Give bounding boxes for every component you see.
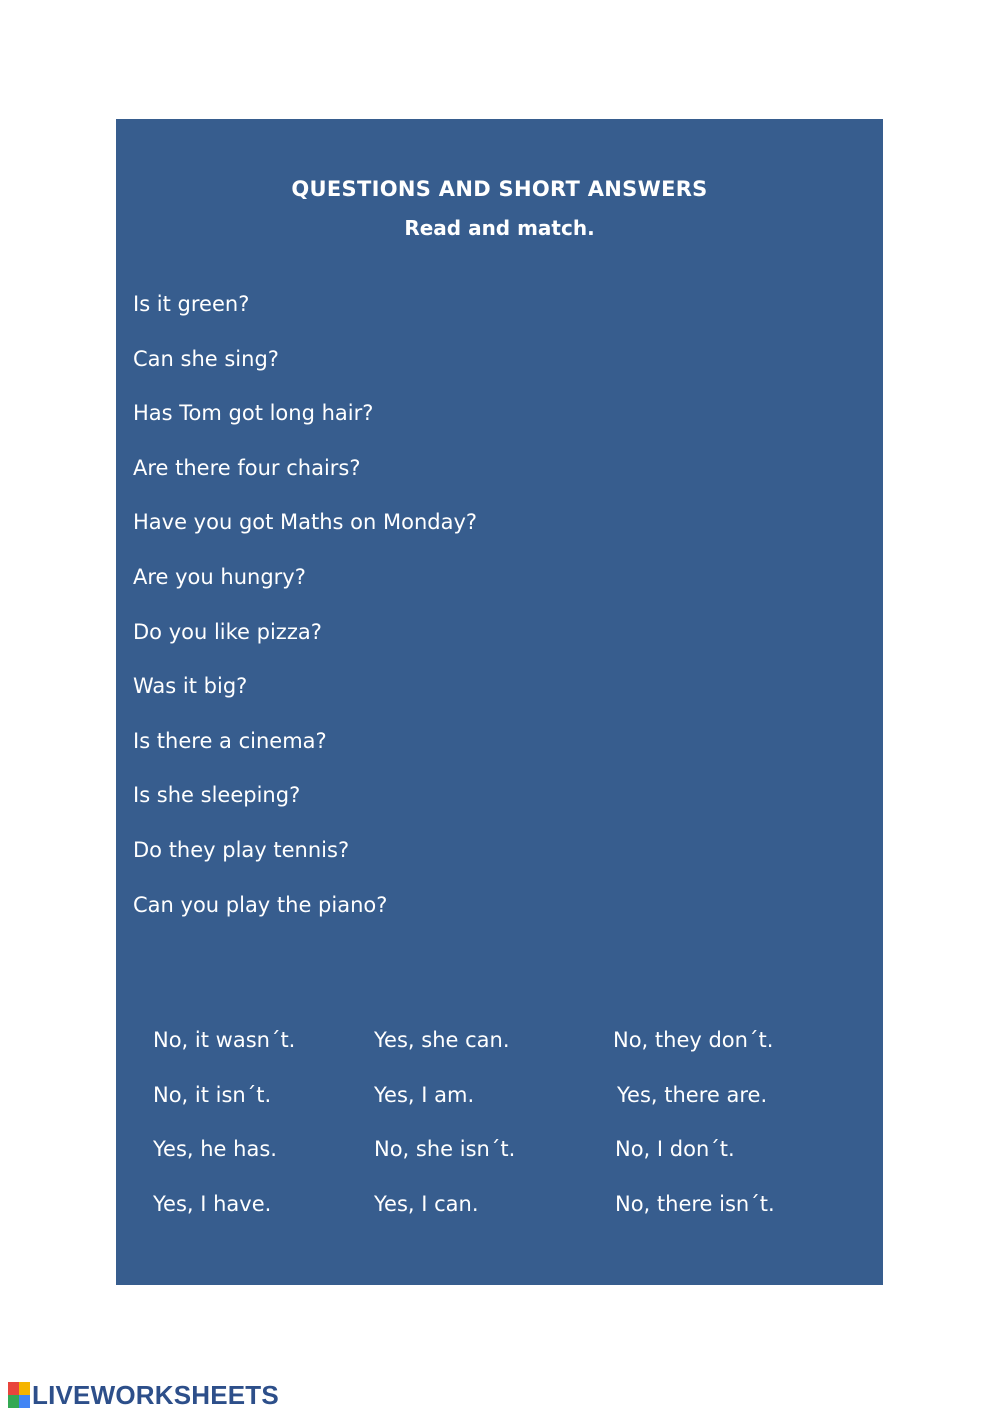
question-item[interactable]: Can you play the piano? (133, 892, 388, 917)
answer-row (116, 1080, 883, 1135)
answer-item[interactable]: No, they don´t. (613, 1028, 774, 1052)
worksheet-instruction: Read and match. (404, 216, 595, 240)
answer-row (116, 1025, 883, 1080)
answer-item[interactable]: No, it isn´t. (153, 1082, 272, 1107)
brand-name: LIVEWORKSHEETS (32, 1379, 279, 1410)
answer-row (116, 1189, 883, 1244)
answer-item[interactable]: No, I don´t. (615, 1137, 735, 1161)
question-item[interactable]: Are there four chairs? (133, 455, 361, 480)
answer-item[interactable]: Yes, I am. (374, 1082, 475, 1107)
answer-item[interactable]: Yes, there are. (617, 1082, 768, 1107)
answer-item[interactable]: Yes, I can. (374, 1191, 479, 1216)
liveworksheets-logo[interactable] (8, 1381, 279, 1409)
question-item[interactable]: Is it green? (133, 292, 250, 316)
question-item[interactable]: Has Tom got long hair? (133, 401, 374, 426)
answer-item[interactable]: No, there isn´t. (615, 1191, 775, 1216)
question-item[interactable]: Do they play tennis? (133, 837, 350, 862)
question-item[interactable]: Do you like pizza? (133, 619, 322, 644)
question-item[interactable]: Are you hungry? (133, 564, 306, 589)
answer-item[interactable]: No, she isn´t. (374, 1137, 516, 1161)
liveworksheets-logo-icon (8, 1382, 30, 1408)
answer-item[interactable]: Yes, I have. (153, 1191, 272, 1216)
answer-item[interactable]: Yes, she can. (374, 1028, 510, 1052)
worksheet-panel (116, 119, 883, 1285)
answer-item[interactable]: No, it wasn´t. (153, 1028, 296, 1052)
question-list (133, 289, 477, 944)
question-item[interactable]: Is she sleeping? (133, 783, 301, 808)
question-item[interactable]: Have you got Maths on Monday? (133, 510, 478, 535)
answer-row (116, 1134, 883, 1189)
answer-grid (116, 1025, 883, 1243)
worksheet-title: QUESTIONS AND SHORT ANSWERS (291, 177, 708, 201)
answer-item[interactable]: Yes, he has. (153, 1137, 277, 1161)
question-item[interactable]: Is there a cinema? (133, 728, 327, 753)
question-item[interactable]: Was it big? (133, 674, 248, 699)
question-item[interactable]: Can she sing? (133, 346, 279, 371)
